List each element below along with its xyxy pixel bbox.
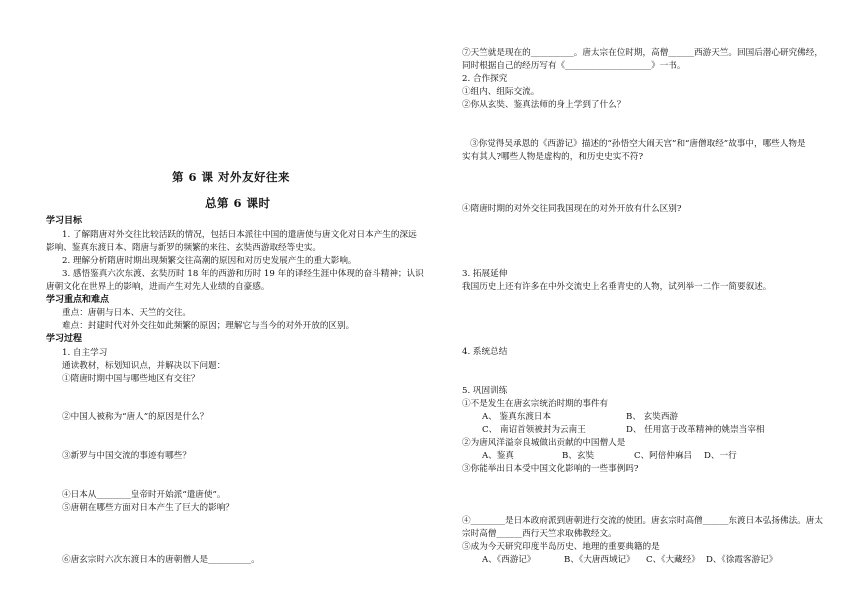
lesson-title: 第 6 课 对外友好往来 (172, 170, 291, 184)
question-1: ①隋唐时期中国与哪些地区有交往？ (62, 374, 200, 384)
coop-item-2: ②你从玄奘、鉴真法师的身上学到了什么？ (462, 100, 626, 110)
question-7-line-1: ⑦天竺就是现在的__________。唐太宗在位时期，高僧______西游天竺。回国后潜心研究佛经， (462, 48, 823, 58)
key-point: 重点：唐朝与日本、天竺的交往。 (62, 308, 191, 318)
practice-1-option-c: C、 南诏首领被封为云南王 (482, 425, 586, 435)
coop-heading: 2. 合作探究 (462, 74, 508, 84)
practice-1: ①不是发生在唐玄宗统治时期的事件有 (462, 399, 609, 409)
goal-line-3: 2. 理解分析隋唐时期出现频繁交往高潮的原因和对历史发展产生的重大影响。 (62, 256, 357, 266)
extend-heading: 3. 拓展延伸 (462, 269, 508, 279)
practice-2-option-d: D、一行 (704, 451, 737, 461)
question-3: ③新罗与中国交流的事迹有哪些？ (62, 451, 191, 461)
practice-1-option-b: B、 玄奘西游 (626, 412, 679, 422)
goal-line-4: 3. 感悟鉴真六次东渡、玄奘历时 18 年的西游和历时 19 年的译经生涯中体现的奋斗精神；认识 (62, 269, 424, 279)
coop-item-3-line-1: ③你觉得吴承恩的《西游记》描述的“孙悟空大闹天宫”和“唐僧取经”故事中，哪些人物是 (470, 139, 806, 149)
self-study-heading: 1. 自主学习 (62, 348, 108, 358)
practice-5: ⑤成为今天研究印度半岛历史、地理的重要典籍的是 (462, 542, 660, 552)
question-2: ②中国人被称为“唐人”的原因是什么？ (62, 412, 209, 422)
practice-5-option-c: C、《大藏经》 (646, 555, 700, 565)
practice-1-option-a: A、 鉴真东渡日本 (482, 412, 552, 422)
coop-item-4: ④隋唐时期的对外交往同我国现在的对外开放有什么区别? (462, 204, 682, 214)
extend-text: 我国历史上还有许多在中外交流史上名垂青史的人物，试列举一二作一简要叙述。 (462, 282, 772, 292)
process-heading: 学习过程 (46, 334, 83, 344)
coop-item-1: ①组内、组际交流。 (462, 87, 540, 97)
practice-4-line-2: 宗时高僧______西行天竺求取佛教经文。 (462, 529, 617, 539)
goals-heading: 学习目标 (46, 216, 83, 226)
question-7-line-2: 同时根据自己的经历写有《____________________》一书。 (462, 61, 686, 71)
practice-5-option-b: B、《大唐西域记》 (564, 555, 635, 565)
practice-5-option-a: A、《西游记》 (482, 555, 536, 565)
self-study-intro: 通读教材，标划知识点，并解决以下问题： (62, 361, 226, 371)
question-5: ⑤唐朝在哪些方面对日本产生了巨大的影响？ (62, 503, 234, 513)
practice-2-option-a: A、鉴真 (482, 451, 514, 461)
goal-line-2: 影响、鉴真东渡日本、隋唐与新罗的频繁的来往、玄奘西游取经等史实。 (46, 243, 322, 253)
goal-line-1: 1. 了解隋唐对外交往比较活跃的情况，包括日本派往中国的遣唐使与唐文化对日本产生的深远 (62, 230, 417, 240)
practice-1-option-d: D、 任用富于改革精神的姚崇当宰相 (626, 425, 765, 435)
goal-line-5: 唐朝文化在世界上的影响，进而产生对先人业绩的自豪感。 (46, 282, 270, 292)
period-title: 总第 6 课时 (205, 196, 271, 210)
coop-item-3-line-2: 实有其人?哪些人物是虚构的，和历史史实不符? (462, 152, 644, 162)
difficult-point: 难点：封建时代对外交往如此频繁的原因；理解它与当今的对外开放的区别。 (62, 321, 355, 331)
practice-2-option-c: C、阿倍仲麻吕 (634, 451, 693, 461)
question-6: ⑥唐玄宗时六次东渡日本的唐朝僧人是__________。 (62, 555, 260, 565)
key-heading: 学习重点和难点 (46, 295, 110, 305)
practice-2: ②为唐风洋溢奈良城做出贡献的中国僧人是 (462, 438, 626, 448)
practice-5-option-d: D、《徐霞客游记》 (706, 555, 778, 565)
practice-4-line-1: ④________是日本政府派到唐朝进行交流的使团。唐玄宗时高僧______东渡日本弘扬佛法。唐太 (462, 516, 823, 526)
question-4: ④日本从________皇帝时开始派“遣唐使”。 (62, 490, 226, 500)
practice-3: ③你能举出日本受中国文化影响的一些事例吗? (462, 464, 639, 474)
summary-heading: 4. 系统总结 (462, 347, 508, 357)
practice-heading: 5. 巩固训练 (462, 386, 508, 396)
practice-2-option-b: B、玄奘 (562, 451, 595, 461)
